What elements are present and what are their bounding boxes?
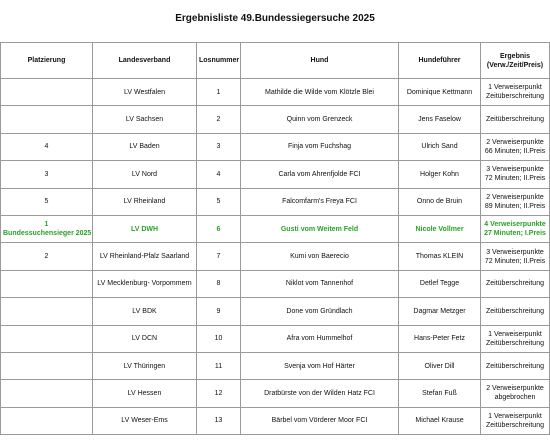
platzierung-cell [1, 215, 93, 242]
platzierung-cell [1, 243, 93, 270]
landesverband-cell-line-1: LV Hessen [127, 389, 162, 397]
losnummer-cell [197, 215, 241, 242]
landesverband-cell-line-1: LV Rheinland-Pfalz Saarland [99, 253, 190, 261]
header-landesverband: Landesverband [93, 43, 197, 79]
ergebnis-cell [481, 215, 550, 242]
table-row [1, 161, 550, 188]
hundefuehrer-cell [399, 215, 481, 242]
table-row [1, 79, 550, 106]
hund-cell-line-1: Afra vom Hummelhof [286, 335, 353, 343]
table-row [1, 352, 550, 379]
ergebnis-cell-line-2: 66 Minuten; II.Preis [484, 147, 546, 155]
losnummer-cell-line-1: 5 [216, 198, 221, 206]
ergebnis-cell-line-2: 72 Minuten; II.Preis [484, 257, 546, 265]
ergebnis-cell [481, 161, 550, 188]
header-hund: Hund [241, 43, 399, 79]
losnummer-cell-line-1: 2 [216, 116, 221, 124]
hund-cell-line-1: Quinn vom Grenzeck [286, 116, 353, 124]
ergebnis-cell [481, 133, 550, 160]
hundefuehrer-cell-line-1: Stefan Fuß [422, 389, 457, 397]
landesverband-cell [93, 380, 197, 407]
platzierung-cell-line-1: 3 [44, 170, 49, 178]
losnummer-cell [197, 298, 241, 325]
losnummer-cell [197, 243, 241, 270]
landesverband-cell-line-1: LV DWH [130, 225, 159, 233]
hundefuehrer-cell-line-1: Hans-Peter Fetz [414, 335, 465, 343]
platzierung-cell [1, 106, 93, 133]
losnummer-cell [197, 106, 241, 133]
hundefuehrer-cell-line-1: Jens Faselow [418, 116, 461, 124]
ergebnis-cell-line-2: 89 Minuten; II.Preis [484, 202, 546, 210]
table-row [1, 188, 550, 215]
hund-cell-line-1: Dratbürste von der Wilden Hatz FCI [264, 389, 375, 397]
landesverband-cell [93, 270, 197, 297]
ergebnis-cell [481, 243, 550, 270]
hund-cell-line-1: Mathilde die Wilde vom Klötzle Blei [265, 88, 374, 96]
ergebnis-cell-line-2: Zeitüberschreitung [486, 93, 544, 101]
table-row [1, 270, 550, 297]
ergebnis-cell [481, 325, 550, 352]
hundefuehrer-cell [399, 188, 481, 215]
platzierung-cell [1, 325, 93, 352]
hund-cell-line-1: Bärbel vom Vörderer Moor FCI [271, 417, 368, 425]
ergebnis-cell [481, 407, 550, 434]
hund-cell-line-1: Carla vom Ahrenfjolde FCI [278, 170, 361, 178]
hundefuehrer-cell [399, 407, 481, 434]
hund-cell-line-1: Kumi von Baerecio [290, 253, 349, 261]
platzierung-cell [1, 380, 93, 407]
hund-cell-line-1: Gusti vom Weitem Feld [280, 225, 359, 233]
landesverband-cell-line-1: LV Weser-Ems [121, 417, 168, 425]
header-losnummer: Losnummer [197, 43, 241, 79]
ergebnis-cell-line-1: Zeitüberschreitung [486, 362, 544, 370]
hund-cell [241, 243, 399, 270]
platzierung-cell-line-1: 2 [44, 253, 49, 261]
ergebnis-cell [481, 79, 550, 106]
hundefuehrer-cell-line-1: Nicole Vollmer [415, 225, 464, 233]
landesverband-cell [93, 407, 197, 434]
hundefuehrer-cell-line-1: Dominique Kettmann [406, 88, 473, 96]
hundefuehrer-cell [399, 133, 481, 160]
losnummer-cell-line-1: 10 [214, 335, 223, 343]
losnummer-cell-line-1: 12 [214, 389, 223, 397]
hundefuehrer-cell-line-1: Onno de Bruin [416, 198, 463, 206]
losnummer-cell-line-1: 1 [216, 88, 221, 96]
landesverband-cell-line-1: LV DCN [131, 335, 158, 343]
ergebnis-cell-line-1: 4 Verweiserpunkte [484, 221, 546, 229]
hund-cell-line-1: Svenja vom Hof Härter [284, 362, 355, 370]
platzierung-cell [1, 407, 93, 434]
hundefuehrer-cell [399, 270, 481, 297]
ergebnis-cell [481, 270, 550, 297]
hundefuehrer-cell-line-1: Detlef Tegge [419, 280, 460, 288]
ergebnis-cell-line-1: 1 Verweiserpunkt [488, 330, 542, 338]
platzierung-cell-line-1: 5 [44, 198, 49, 206]
hundefuehrer-cell [399, 243, 481, 270]
ergebnis-cell-line-1: 2 Verweiserpunkte [486, 385, 544, 393]
landesverband-cell-line-1: LV Rheinland [123, 198, 166, 206]
hundefuehrer-cell [399, 161, 481, 188]
platzierung-cell [1, 352, 93, 379]
hund-cell-line-1: Finja vom Fuchshag [287, 143, 352, 151]
hund-cell [241, 133, 399, 160]
platzierung-cell [1, 79, 93, 106]
hund-cell [241, 352, 399, 379]
landesverband-cell-line-1: LV Westfalen [124, 88, 165, 96]
landesverband-cell [93, 106, 197, 133]
hund-cell [241, 380, 399, 407]
landesverband-cell [93, 243, 197, 270]
hund-cell [241, 270, 399, 297]
landesverband-cell-line-1: LV Mecklenburg- Vorpommern [97, 280, 192, 288]
header-ergebnis [481, 43, 550, 79]
platzierung-cell-line-1: 4 [44, 143, 49, 151]
table-row [1, 243, 550, 270]
ergebnis-cell [481, 380, 550, 407]
table-row [1, 298, 550, 325]
hund-cell [241, 407, 399, 434]
losnummer-cell [197, 188, 241, 215]
table-row [1, 133, 550, 160]
hundefuehrer-cell-line-1: Dagmar Metzger [413, 307, 466, 315]
platzierung-cell [1, 161, 93, 188]
losnummer-cell [197, 352, 241, 379]
losnummer-cell [197, 325, 241, 352]
losnummer-cell [197, 133, 241, 160]
ergebnis-cell [481, 106, 550, 133]
hund-cell-line-1: Falcomfarm's Freya FCI [282, 198, 357, 206]
landesverband-cell [93, 215, 197, 242]
hund-cell [241, 106, 399, 133]
losnummer-cell-line-1: 3 [216, 143, 221, 151]
table-row [1, 215, 550, 242]
ergebnis-cell-line-1: Zeitüberschreitung [486, 280, 544, 288]
hundefuehrer-cell-line-1: Thomas KLEIN [415, 253, 464, 261]
hundefuehrer-cell [399, 380, 481, 407]
losnummer-cell [197, 161, 241, 188]
hundefuehrer-cell-line-1: Oliver Dill [424, 362, 455, 370]
landesverband-cell-line-1: LV Sachsen [125, 116, 164, 124]
platzierung-cell-line-2: Bundessuchensieger 2025 [3, 230, 92, 238]
hundefuehrer-cell [399, 352, 481, 379]
losnummer-cell-line-1: 9 [216, 307, 221, 315]
ergebnis-cell-line-1: 2 Verweiserpunkte [486, 138, 544, 146]
losnummer-cell [197, 270, 241, 297]
hund-cell [241, 298, 399, 325]
ergebnis-cell-line-2: Zeitüberschreitung [486, 421, 544, 429]
results-table [0, 42, 550, 435]
hundefuehrer-cell [399, 325, 481, 352]
losnummer-cell [197, 407, 241, 434]
landesverband-cell-line-1: LV BDK [132, 307, 157, 315]
landesverband-cell [93, 161, 197, 188]
ergebnis-cell-line-2: abgebrochen [494, 394, 536, 402]
ergebnis-cell [481, 352, 550, 379]
hund-cell [241, 215, 399, 242]
header-platzierung: Platzierung [1, 43, 93, 79]
losnummer-cell-line-1: 4 [216, 170, 221, 178]
losnummer-cell-line-1: 7 [216, 253, 221, 261]
landesverband-cell-line-1: LV Thüringen [123, 362, 166, 370]
platzierung-cell [1, 270, 93, 297]
hundefuehrer-cell-line-1: Ulrich Sand [421, 143, 458, 151]
losnummer-cell [197, 380, 241, 407]
hund-cell [241, 79, 399, 106]
header-ergebnis-line-2: (Verw./Zeit/Preis) [486, 61, 544, 69]
hund-cell [241, 188, 399, 215]
hundefuehrer-cell [399, 106, 481, 133]
losnummer-cell-line-1: 8 [216, 280, 221, 288]
hundefuehrer-cell-line-1: Holger Kohn [420, 170, 459, 178]
losnummer-cell-line-1: 13 [214, 417, 223, 425]
hundefuehrer-cell [399, 298, 481, 325]
ergebnis-cell-line-2: 72 Minuten; II.Preis [484, 175, 546, 183]
ergebnis-cell-line-1: Zeitüberschreitung [486, 116, 544, 124]
ergebnis-cell-line-1: 3 Verweiserpunkte [486, 166, 544, 174]
landesverband-cell [93, 188, 197, 215]
landesverband-cell [93, 298, 197, 325]
platzierung-cell [1, 133, 93, 160]
table-row [1, 325, 550, 352]
ergebnis-cell-line-1: 1 Verweiserpunkt [488, 84, 542, 92]
header-row [1, 43, 550, 79]
hund-cell-line-1: Done vom Gründlach [286, 307, 353, 315]
ergebnis-cell [481, 188, 550, 215]
page-title: Ergebnisliste 49.Bundessiegersuche 2025 [175, 13, 375, 24]
platzierung-cell [1, 298, 93, 325]
landesverband-cell [93, 79, 197, 106]
ergebnis-cell-line-2: 27 Minuten; I.Preis [484, 230, 546, 238]
header-ergebnis-line-1: Ergebnis [500, 52, 530, 60]
hund-cell-line-1: Niklot vom Tannenhof [285, 280, 354, 288]
platzierung-cell [1, 188, 93, 215]
table-row [1, 380, 550, 407]
table-row [1, 106, 550, 133]
ergebnis-cell-line-1: 2 Verweiserpunkte [486, 193, 544, 201]
ergebnis-cell [481, 298, 550, 325]
landesverband-cell-line-1: LV Nord [131, 170, 158, 178]
ergebnis-cell-line-1: 1 Verweiserpunkt [488, 412, 542, 420]
landesverband-cell [93, 352, 197, 379]
ergebnis-cell-line-1: Zeitüberschreitung [486, 307, 544, 315]
hund-cell [241, 161, 399, 188]
losnummer-cell-line-1: 11 [214, 362, 223, 370]
ergebnis-cell-line-2: Zeitüberschreitung [486, 339, 544, 347]
landesverband-cell-line-1: LV Baden [129, 143, 160, 151]
hund-cell [241, 325, 399, 352]
header-hundefuehrer: Hundeführer [399, 43, 481, 79]
hundefuehrer-cell-line-1: Michael Krause [415, 417, 464, 425]
losnummer-cell-line-1: 6 [216, 225, 221, 233]
ergebnis-cell-line-1: 3 Verweiserpunkte [486, 248, 544, 256]
table-row [1, 407, 550, 434]
landesverband-cell [93, 133, 197, 160]
hundefuehrer-cell [399, 79, 481, 106]
platzierung-cell-line-1: 1 [44, 221, 49, 229]
landesverband-cell [93, 325, 197, 352]
losnummer-cell [197, 79, 241, 106]
